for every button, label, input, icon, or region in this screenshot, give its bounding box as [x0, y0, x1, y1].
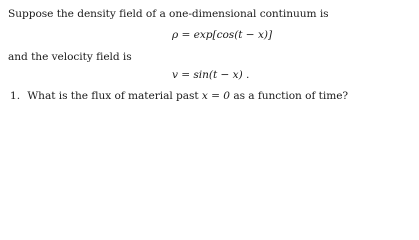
question-text-before: What is the flux of material past — [27, 90, 202, 102]
question-text-after: as a function of time? — [230, 90, 349, 102]
density-equation — [172, 29, 272, 42]
question-math: x = 0 — [201, 90, 230, 102]
document-page — [0, 0, 419, 111]
density-equation-text: ρ = exp[cos(t − x)] — [172, 29, 273, 41]
velocity-equation — [172, 69, 249, 82]
intro-paragraph: Suppose the density field of a one-dimensional continuum is — [8, 8, 329, 20]
question-list-item — [10, 90, 348, 103]
velocity-intro-paragraph: and the velocity field is — [8, 51, 132, 63]
question-number: 1. — [10, 90, 21, 102]
velocity-equation-text: v = sin(t − x) . — [172, 69, 250, 81]
